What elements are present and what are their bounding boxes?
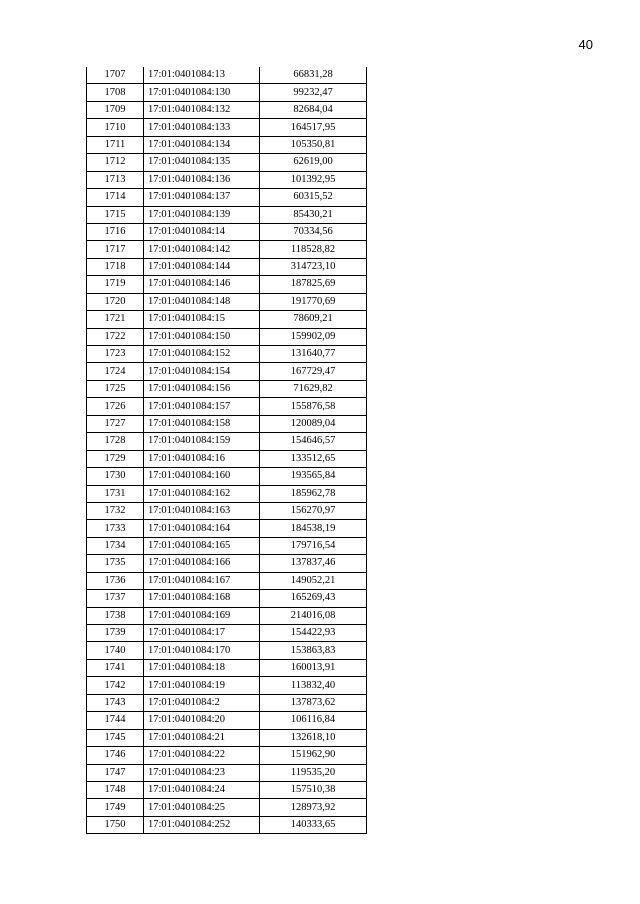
row-number-cell: 1744 <box>87 712 144 729</box>
cadastral-number-cell: 17:01:0401084:165 <box>144 537 260 554</box>
cadastral-value-cell: 184538,19 <box>260 520 367 537</box>
row-number-cell: 1739 <box>87 625 144 642</box>
cadastral-number-cell: 17:01:0401084:25 <box>144 799 260 816</box>
cadastral-value-cell: 153863,83 <box>260 642 367 659</box>
table-row <box>87 694 367 711</box>
table-row <box>87 67 367 84</box>
cadastral-number-cell: 17:01:0401084:22 <box>144 747 260 764</box>
cadastral-number-cell: 17:01:0401084:160 <box>144 468 260 485</box>
table-row <box>87 659 367 676</box>
table-row <box>87 502 367 519</box>
cadastral-value-cell: 156270,97 <box>260 502 367 519</box>
table-row <box>87 241 367 258</box>
cadastral-number-cell: 17:01:0401084:148 <box>144 293 260 310</box>
row-number-cell: 1709 <box>87 101 144 118</box>
row-number-cell: 1721 <box>87 311 144 328</box>
cadastral-number-cell: 17:01:0401084:163 <box>144 502 260 519</box>
row-number-cell: 1748 <box>87 781 144 798</box>
cadastral-number-cell: 17:01:0401084:19 <box>144 677 260 694</box>
row-number-cell: 1743 <box>87 694 144 711</box>
row-number-cell: 1729 <box>87 450 144 467</box>
cadastral-number-cell: 17:01:0401084:252 <box>144 816 260 833</box>
cadastral-number-cell: 17:01:0401084:144 <box>144 258 260 275</box>
cadastral-number-cell: 17:01:0401084:139 <box>144 206 260 223</box>
table-row <box>87 607 367 624</box>
cadastral-value-cell: 193565,84 <box>260 468 367 485</box>
row-number-cell: 1708 <box>87 84 144 101</box>
row-number-cell: 1723 <box>87 346 144 363</box>
table-row <box>87 346 367 363</box>
row-number-cell: 1712 <box>87 154 144 171</box>
cadastral-value-cell: 70334,56 <box>260 223 367 240</box>
row-number-cell: 1728 <box>87 433 144 450</box>
cadastral-value-cell: 187825,69 <box>260 276 367 293</box>
row-number-cell: 1718 <box>87 258 144 275</box>
table-row <box>87 537 367 554</box>
table-row <box>87 276 367 293</box>
table-row <box>87 398 367 415</box>
cadastral-value-cell: 119535,20 <box>260 764 367 781</box>
cadastral-value-cell: 101392,95 <box>260 171 367 188</box>
row-number-cell: 1736 <box>87 572 144 589</box>
cadastral-value-cell: 105350,81 <box>260 136 367 153</box>
cadastral-number-cell: 17:01:0401084:158 <box>144 415 260 432</box>
row-number-cell: 1734 <box>87 537 144 554</box>
cadastral-number-cell: 17:01:0401084:167 <box>144 572 260 589</box>
cadastral-value-cell: 118528,82 <box>260 241 367 258</box>
page-number: 40 <box>578 37 593 52</box>
cadastral-number-cell: 17:01:0401084:159 <box>144 433 260 450</box>
table-row <box>87 380 367 397</box>
cadastral-value-cell: 140333,65 <box>260 816 367 833</box>
row-number-cell: 1732 <box>87 502 144 519</box>
table-row <box>87 258 367 275</box>
cadastral-value-cell: 154646,57 <box>260 433 367 450</box>
cadastral-number-cell: 17:01:0401084:166 <box>144 555 260 572</box>
cadastral-value-cell: 165269,43 <box>260 590 367 607</box>
row-number-cell: 1717 <box>87 241 144 258</box>
table-row <box>87 171 367 188</box>
table-row <box>87 729 367 746</box>
cadastral-value-cell: 159902,09 <box>260 328 367 345</box>
cadastral-number-cell: 17:01:0401084:152 <box>144 346 260 363</box>
cadastral-value-cell: 314723,10 <box>260 258 367 275</box>
table-row <box>87 119 367 136</box>
cadastral-value-cell: 137837,46 <box>260 555 367 572</box>
cadastral-value-cell: 106116,84 <box>260 712 367 729</box>
table-row <box>87 293 367 310</box>
cadastral-value-cell: 214016,08 <box>260 607 367 624</box>
cadastral-number-cell: 17:01:0401084:16 <box>144 450 260 467</box>
cadastral-value-cell: 85430,21 <box>260 206 367 223</box>
cadastral-number-cell: 17:01:0401084:169 <box>144 607 260 624</box>
table-row <box>87 764 367 781</box>
cadastral-number-cell: 17:01:0401084:162 <box>144 485 260 502</box>
cadastral-value-cell: 120089,04 <box>260 415 367 432</box>
cadastral-number-cell: 17:01:0401084:13 <box>144 67 260 84</box>
cadastral-number-cell: 17:01:0401084:15 <box>144 311 260 328</box>
table-row <box>87 747 367 764</box>
cadastral-number-cell: 17:01:0401084:134 <box>144 136 260 153</box>
cadastral-value-cell: 113832,40 <box>260 677 367 694</box>
cadastral-value-cell: 78609,21 <box>260 311 367 328</box>
cadastral-value-cell: 157510,38 <box>260 781 367 798</box>
cadastral-number-cell: 17:01:0401084:156 <box>144 380 260 397</box>
table-row <box>87 799 367 816</box>
cadastral-value-cell: 179716,54 <box>260 537 367 554</box>
row-number-cell: 1746 <box>87 747 144 764</box>
row-number-cell: 1715 <box>87 206 144 223</box>
cadastral-number-cell: 17:01:0401084:132 <box>144 101 260 118</box>
table-row <box>87 816 367 833</box>
cadastral-value-cell: 191770,69 <box>260 293 367 310</box>
table-row <box>87 415 367 432</box>
cadastral-number-cell: 17:01:0401084:136 <box>144 171 260 188</box>
cadastral-number-cell: 17:01:0401084:17 <box>144 625 260 642</box>
row-number-cell: 1733 <box>87 520 144 537</box>
row-number-cell: 1750 <box>87 816 144 833</box>
row-number-cell: 1747 <box>87 764 144 781</box>
row-number-cell: 1716 <box>87 223 144 240</box>
table-row <box>87 206 367 223</box>
row-number-cell: 1727 <box>87 415 144 432</box>
row-number-cell: 1722 <box>87 328 144 345</box>
table-row <box>87 642 367 659</box>
row-number-cell: 1711 <box>87 136 144 153</box>
table-row <box>87 433 367 450</box>
cadastral-number-cell: 17:01:0401084:20 <box>144 712 260 729</box>
cadastral-value-cell: 155876,58 <box>260 398 367 415</box>
table-row <box>87 781 367 798</box>
row-number-cell: 1707 <box>87 67 144 84</box>
row-number-cell: 1738 <box>87 607 144 624</box>
row-number-cell: 1713 <box>87 171 144 188</box>
cadastral-number-cell: 17:01:0401084:24 <box>144 781 260 798</box>
cadastral-value-cell: 164517,95 <box>260 119 367 136</box>
row-number-cell: 1720 <box>87 293 144 310</box>
row-number-cell: 1724 <box>87 363 144 380</box>
row-number-cell: 1737 <box>87 590 144 607</box>
table-row <box>87 625 367 642</box>
table-row <box>87 311 367 328</box>
table-row <box>87 450 367 467</box>
cadastral-value-cell: 66831,28 <box>260 67 367 84</box>
cadastral-number-cell: 17:01:0401084:157 <box>144 398 260 415</box>
cadastral-number-cell: 17:01:0401084:21 <box>144 729 260 746</box>
cadastral-number-cell: 17:01:0401084:133 <box>144 119 260 136</box>
cadastral-value-cell: 99232,47 <box>260 84 367 101</box>
cadastral-value-cell: 137873,62 <box>260 694 367 711</box>
cadastral-number-cell: 17:01:0401084:146 <box>144 276 260 293</box>
cadastral-number-cell: 17:01:0401084:164 <box>144 520 260 537</box>
table-row <box>87 101 367 118</box>
cadastral-value-cell: 131640,77 <box>260 346 367 363</box>
cadastral-value-cell: 132618,10 <box>260 729 367 746</box>
table-row <box>87 363 367 380</box>
row-number-cell: 1725 <box>87 380 144 397</box>
cadastral-value-cell: 154422,93 <box>260 625 367 642</box>
cadastral-value-table <box>86 67 367 834</box>
table-row <box>87 468 367 485</box>
cadastral-value-cell: 60315,52 <box>260 189 367 206</box>
cadastral-number-cell: 17:01:0401084:137 <box>144 189 260 206</box>
row-number-cell: 1726 <box>87 398 144 415</box>
cadastral-number-cell: 17:01:0401084:135 <box>144 154 260 171</box>
row-number-cell: 1740 <box>87 642 144 659</box>
table-row <box>87 485 367 502</box>
row-number-cell: 1742 <box>87 677 144 694</box>
row-number-cell: 1731 <box>87 485 144 502</box>
cadastral-number-cell: 17:01:0401084:150 <box>144 328 260 345</box>
cadastral-value-cell: 149052,21 <box>260 572 367 589</box>
table-row <box>87 677 367 694</box>
cadastral-number-cell: 17:01:0401084:23 <box>144 764 260 781</box>
cadastral-value-cell: 185962,78 <box>260 485 367 502</box>
row-number-cell: 1714 <box>87 189 144 206</box>
cadastral-number-cell: 17:01:0401084:18 <box>144 659 260 676</box>
cadastral-value-cell: 151962,90 <box>260 747 367 764</box>
table-row <box>87 590 367 607</box>
table-row <box>87 223 367 240</box>
cadastral-number-cell: 17:01:0401084:14 <box>144 223 260 240</box>
cadastral-value-cell: 128973,92 <box>260 799 367 816</box>
cadastral-value-cell: 167729,47 <box>260 363 367 380</box>
table-row <box>87 520 367 537</box>
cadastral-number-cell: 17:01:0401084:168 <box>144 590 260 607</box>
cadastral-value-cell: 62619,00 <box>260 154 367 171</box>
row-number-cell: 1730 <box>87 468 144 485</box>
row-number-cell: 1735 <box>87 555 144 572</box>
row-number-cell: 1741 <box>87 659 144 676</box>
table-row <box>87 572 367 589</box>
cadastral-number-cell: 17:01:0401084:2 <box>144 694 260 711</box>
cadastral-number-cell: 17:01:0401084:154 <box>144 363 260 380</box>
row-number-cell: 1710 <box>87 119 144 136</box>
row-number-cell: 1719 <box>87 276 144 293</box>
row-number-cell: 1745 <box>87 729 144 746</box>
cadastral-value-cell: 71629,82 <box>260 380 367 397</box>
table-row <box>87 84 367 101</box>
table-row <box>87 189 367 206</box>
cadastral-value-cell: 133512,65 <box>260 450 367 467</box>
table-row <box>87 555 367 572</box>
table-row <box>87 712 367 729</box>
table-row <box>87 136 367 153</box>
cadastral-number-cell: 17:01:0401084:130 <box>144 84 260 101</box>
table-row <box>87 154 367 171</box>
cadastral-number-cell: 17:01:0401084:170 <box>144 642 260 659</box>
row-number-cell: 1749 <box>87 799 144 816</box>
cadastral-number-cell: 17:01:0401084:142 <box>144 241 260 258</box>
table-row <box>87 328 367 345</box>
table-body <box>87 67 367 834</box>
cadastral-value-cell: 160013,91 <box>260 659 367 676</box>
cadastral-value-cell: 82684,04 <box>260 101 367 118</box>
